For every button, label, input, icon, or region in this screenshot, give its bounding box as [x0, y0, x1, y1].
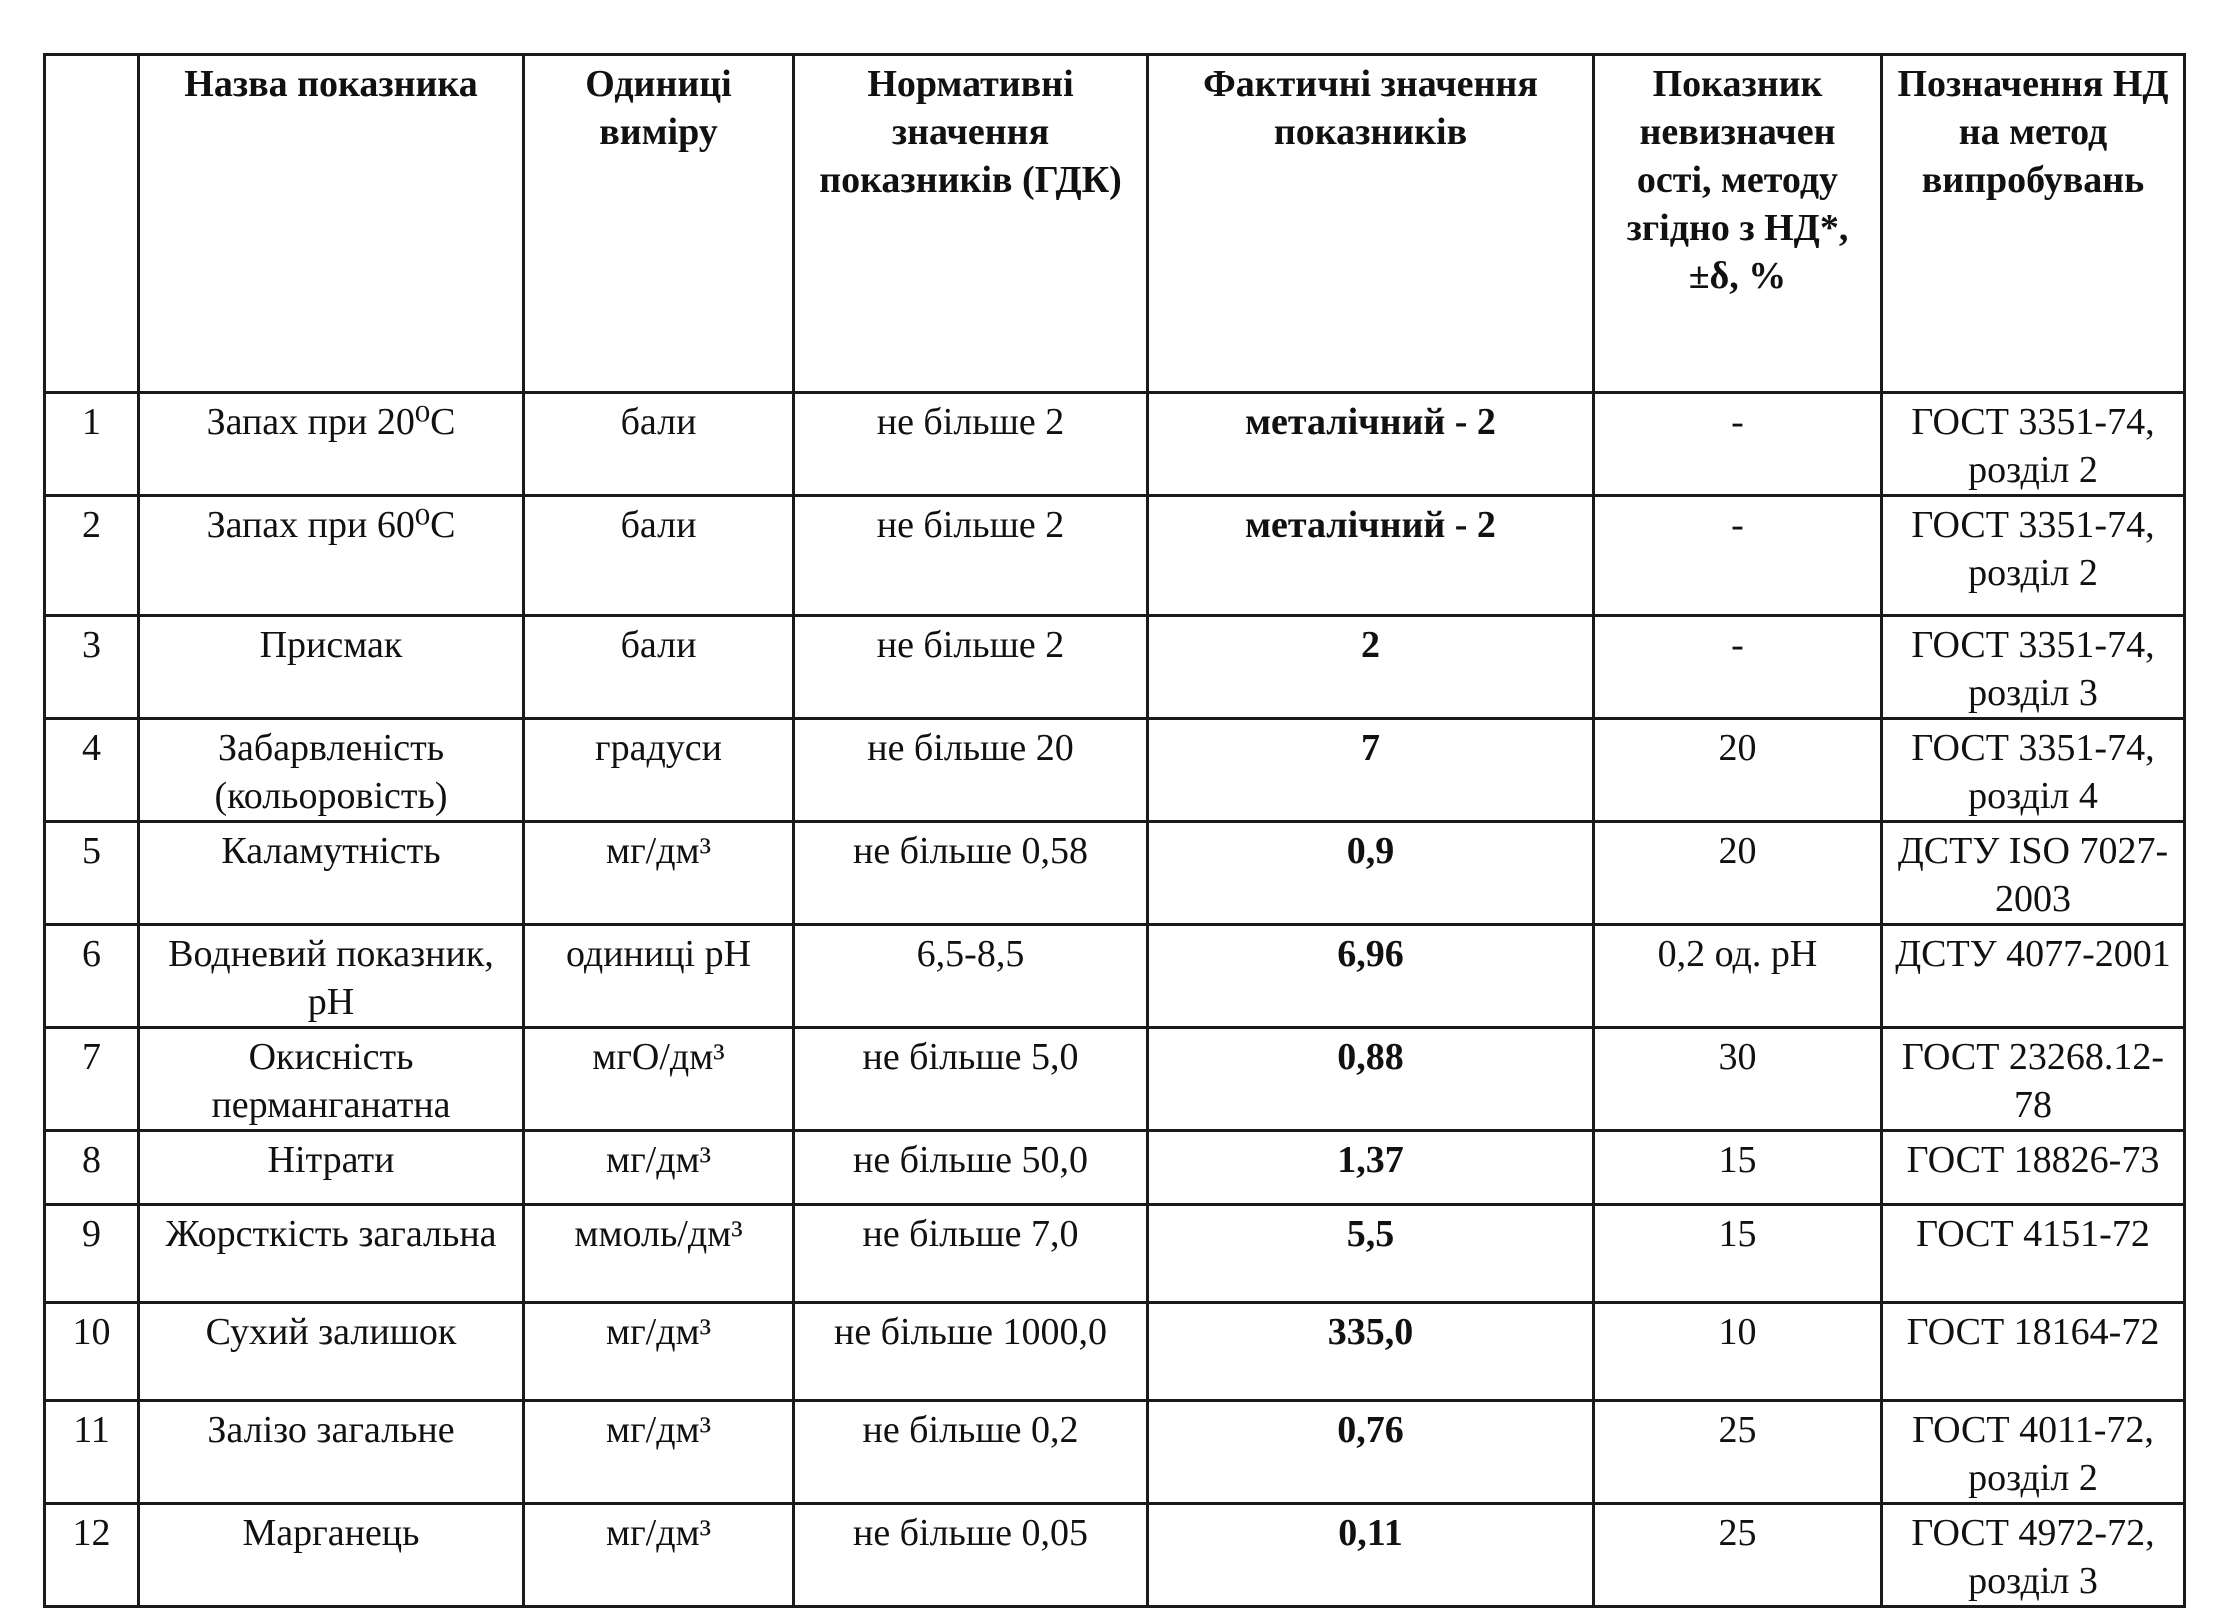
row-number: 9 — [45, 1205, 139, 1303]
unit: бали — [524, 393, 794, 496]
row-number: 7 — [45, 1028, 139, 1131]
test-method: ДСТУ 4077-2001 — [1882, 925, 2185, 1028]
normative-value: не більше 1000,0 — [794, 1303, 1148, 1401]
uncertainty: 20 — [1594, 822, 1882, 925]
header-indicator-name: Назва показника — [139, 55, 524, 393]
row-number: 1 — [45, 393, 139, 496]
row-number: 10 — [45, 1303, 139, 1401]
indicator-name: Забарвленість (кольоровість) — [139, 719, 524, 822]
uncertainty: 10 — [1594, 1303, 1882, 1401]
unit: одиниці рН — [524, 925, 794, 1028]
test-method: ГОСТ 3351-74, розділ 2 — [1882, 496, 2185, 616]
uncertainty: 15 — [1594, 1131, 1882, 1205]
row-number: 3 — [45, 616, 139, 719]
test-method: ГОСТ 3351-74, розділ 2 — [1882, 393, 2185, 496]
unit: мг/дм³ — [524, 1504, 794, 1607]
row-number: 4 — [45, 719, 139, 822]
test-method: ГОСТ 4972-72, розділ 3 — [1882, 1504, 2185, 1607]
document-sheet — [43, 53, 2183, 1608]
indicator-name: Запах при 20⁰С — [139, 393, 524, 496]
header-number — [45, 55, 139, 393]
unit: ммоль/дм³ — [524, 1205, 794, 1303]
test-method: ГОСТ 4011-72, розділ 2 — [1882, 1401, 2185, 1504]
unit: мг/дм³ — [524, 1401, 794, 1504]
unit: бали — [524, 496, 794, 616]
table-row — [45, 925, 2185, 1028]
indicator-name: Водневий показник, рН — [139, 925, 524, 1028]
actual-value: 0,76 — [1148, 1401, 1594, 1504]
uncertainty: 25 — [1594, 1401, 1882, 1504]
unit: градуси — [524, 719, 794, 822]
table-row — [45, 1504, 2185, 1607]
uncertainty: 15 — [1594, 1205, 1882, 1303]
table-row — [45, 1303, 2185, 1401]
test-method: ГОСТ 18826-73 — [1882, 1131, 2185, 1205]
test-method: ГОСТ 3351-74, розділ 3 — [1882, 616, 2185, 719]
normative-value: не більше 0,2 — [794, 1401, 1148, 1504]
table-header-row — [45, 55, 2185, 393]
indicator-name: Жорсткість загальна — [139, 1205, 524, 1303]
uncertainty: - — [1594, 616, 1882, 719]
normative-value: не більше 7,0 — [794, 1205, 1148, 1303]
uncertainty: 25 — [1594, 1504, 1882, 1607]
unit: мг/дм³ — [524, 1303, 794, 1401]
table-row — [45, 1131, 2185, 1205]
test-method: ГОСТ 4151-72 — [1882, 1205, 2185, 1303]
normative-value: не більше 50,0 — [794, 1131, 1148, 1205]
row-number: 11 — [45, 1401, 139, 1504]
indicator-name: Окисність перманганатна — [139, 1028, 524, 1131]
actual-value: 335,0 — [1148, 1303, 1594, 1401]
actual-value: металічний - 2 — [1148, 393, 1594, 496]
test-method: ДСТУ ISO 7027-2003 — [1882, 822, 2185, 925]
uncertainty: - — [1594, 496, 1882, 616]
unit: мгО/дм³ — [524, 1028, 794, 1131]
actual-value: 6,96 — [1148, 925, 1594, 1028]
actual-value: 0,88 — [1148, 1028, 1594, 1131]
uncertainty: - — [1594, 393, 1882, 496]
test-method: ГОСТ 3351-74, розділ 4 — [1882, 719, 2185, 822]
table-row — [45, 1401, 2185, 1504]
unit: мг/дм³ — [524, 1131, 794, 1205]
indicator-name: Нітрати — [139, 1131, 524, 1205]
actual-value: 0,9 — [1148, 822, 1594, 925]
header-unit: Одиниці виміру — [524, 55, 794, 393]
header-uncertainty: Показник невизначен ості, методу згідно з НД*, ±δ, % — [1594, 55, 1882, 393]
normative-value: не більше 20 — [794, 719, 1148, 822]
table-row — [45, 496, 2185, 616]
table-row — [45, 1028, 2185, 1131]
row-number: 2 — [45, 496, 139, 616]
header-normative-value: Нормативні значення показників (ГДК) — [794, 55, 1148, 393]
table-row — [45, 616, 2185, 719]
header-actual-value: Фактичні значення показників — [1148, 55, 1594, 393]
actual-value: 1,37 — [1148, 1131, 1594, 1205]
indicator-name: Присмак — [139, 616, 524, 719]
normative-value: не більше 0,05 — [794, 1504, 1148, 1607]
indicator-name: Запах при 60⁰С — [139, 496, 524, 616]
indicator-name: Каламутність — [139, 822, 524, 925]
table-row — [45, 719, 2185, 822]
unit: бали — [524, 616, 794, 719]
water-quality-table — [43, 53, 2186, 1608]
header-test-method: Позначення НД на метод випробувань — [1882, 55, 2185, 393]
unit: мг/дм³ — [524, 822, 794, 925]
row-number: 6 — [45, 925, 139, 1028]
normative-value: 6,5-8,5 — [794, 925, 1148, 1028]
table-row — [45, 822, 2185, 925]
row-number: 8 — [45, 1131, 139, 1205]
test-method: ГОСТ 23268.12-78 — [1882, 1028, 2185, 1131]
normative-value: не більше 2 — [794, 393, 1148, 496]
row-number: 5 — [45, 822, 139, 925]
row-number: 12 — [45, 1504, 139, 1607]
actual-value: металічний - 2 — [1148, 496, 1594, 616]
actual-value: 2 — [1148, 616, 1594, 719]
uncertainty: 20 — [1594, 719, 1882, 822]
uncertainty: 30 — [1594, 1028, 1882, 1131]
test-method: ГОСТ 18164-72 — [1882, 1303, 2185, 1401]
normative-value: не більше 0,58 — [794, 822, 1148, 925]
normative-value: не більше 5,0 — [794, 1028, 1148, 1131]
normative-value: не більше 2 — [794, 616, 1148, 719]
normative-value: не більше 2 — [794, 496, 1148, 616]
actual-value: 5,5 — [1148, 1205, 1594, 1303]
indicator-name: Сухий залишок — [139, 1303, 524, 1401]
table-row — [45, 1205, 2185, 1303]
actual-value: 0,11 — [1148, 1504, 1594, 1607]
indicator-name: Марганець — [139, 1504, 524, 1607]
actual-value: 7 — [1148, 719, 1594, 822]
table-row — [45, 393, 2185, 496]
uncertainty: 0,2 од. рН — [1594, 925, 1882, 1028]
indicator-name: Залізо загальне — [139, 1401, 524, 1504]
